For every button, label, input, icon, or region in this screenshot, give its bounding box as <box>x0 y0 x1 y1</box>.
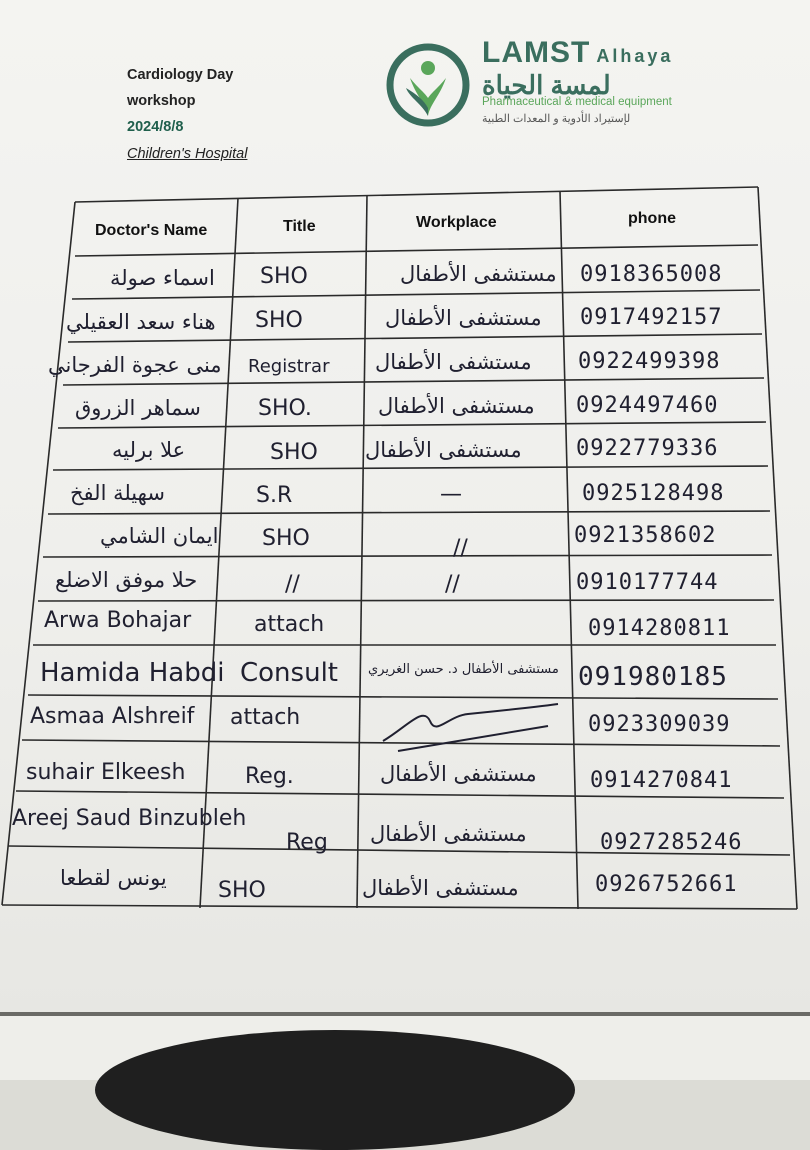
table-row-name: منى عجوة الفرجاني <box>48 353 222 377</box>
table-row-title: Registrar <box>248 356 330 377</box>
table-row-phone: 0910177744 <box>576 570 719 595</box>
table-row-name: Hamida Habdi <box>40 658 225 688</box>
table-row-workplace: مستشفى الأطفال <box>370 822 527 846</box>
table-row-title: Reg. <box>245 764 294 789</box>
table-row-phone: 091980185 <box>578 662 728 692</box>
table-row-name: سهيلة الفخ <box>70 481 165 505</box>
table-row-phone: 0922779336 <box>576 436 719 461</box>
table-row-name: ايمان الشامي <box>100 524 219 548</box>
table-row-workplace: // <box>453 536 468 561</box>
table-row-phone: 0922499398 <box>578 349 721 374</box>
thumb-shadow <box>95 1030 575 1150</box>
table-row-name: Asmaa Alshreif <box>30 704 195 729</box>
table-row-name: اسماء صولة <box>110 266 215 290</box>
table-row-name: سماهر الزروق <box>75 396 201 420</box>
header-phone: phone <box>628 210 676 227</box>
table-row-workplace: مستشفى الأطفال <box>385 306 542 330</box>
table-row-workplace: مستشفى الأطفال <box>365 438 522 462</box>
table-row-phone: 0918365008 <box>580 262 723 287</box>
table-row-phone: 0921358602 <box>574 523 717 548</box>
table-row-workplace: مستشفى الأطفال <box>400 262 557 286</box>
table-row-phone: 0925128498 <box>582 481 725 506</box>
table-row-phone: 0926752661 <box>595 872 738 897</box>
table-row-title: SHO <box>262 526 310 551</box>
table-row-title: attach <box>254 612 325 637</box>
brand-tagline: Pharmaceutical & medical equipment <box>482 96 672 108</box>
table-row-title: attach <box>230 705 301 730</box>
table-row-phone: 0923309039 <box>588 712 731 737</box>
table-row-title: SHO <box>255 308 303 333</box>
table-row-phone: 0917492157 <box>580 305 723 330</box>
table-row-title: S.R <box>256 483 293 508</box>
table-row-name: هناء سعد العقيلي <box>66 310 216 334</box>
event-info <box>127 62 233 140</box>
table-row-title: SHO <box>270 440 318 465</box>
event-venue: Children's Hospital <box>127 146 248 162</box>
table-row-title: Reg <box>286 830 328 855</box>
table-row-phone: 0924497460 <box>576 393 719 418</box>
event-title: Cardiology Day <box>127 67 234 83</box>
brand-name-arabic: لمسة الحياة <box>482 70 611 100</box>
table-row-workplace: — <box>440 482 462 507</box>
table-row-workplace: // <box>445 572 460 597</box>
table-row-name: يونس لقطعا <box>60 866 167 890</box>
table-row-title: // <box>285 572 300 597</box>
table-row-name: علا برليه <box>112 438 186 462</box>
table-row-workplace: مستشفى الأطفال <box>362 876 519 900</box>
table-row-name: حلا موفق الاضلع <box>55 568 198 592</box>
table-row-phone: 0927285246 <box>600 830 743 855</box>
table-row-name: Arwa Bohajar <box>44 608 192 633</box>
brand-tagline-arabic: لإستيراد الأدوية و المعدات الطبية <box>482 113 631 125</box>
event-date: 2024/8/8 <box>127 119 184 135</box>
table-row-name: Areej Saud Binzubleh <box>12 806 247 831</box>
header-title: Title <box>283 218 316 235</box>
table-row-phone: 0914270841 <box>590 768 733 793</box>
event-subtitle: workshop <box>127 93 196 109</box>
header-doctor-name: Doctor's Name <box>95 222 208 239</box>
table-row-workplace: مستشفى الأطفال د. حسن الغريري <box>368 662 559 677</box>
brand-name-secondary: Alhaya <box>596 46 674 66</box>
brand-name-primary: LAMST <box>482 36 591 69</box>
table-row-workplace: مستشفى الأطفال <box>378 394 535 418</box>
table-row-workplace: مستشفى الأطفال <box>375 350 532 374</box>
table-row-title: SHO <box>260 264 308 289</box>
brand-name <box>482 36 673 70</box>
table-row-phone: 0914280811 <box>588 616 731 641</box>
table-row-title: SHO. <box>258 396 312 421</box>
signature-scribble-icon <box>378 696 568 756</box>
table-row-name: suhair Elkeesh <box>26 760 186 785</box>
table-row-title: SHO <box>218 878 266 903</box>
table-row-workplace: مستشفى الأطفال <box>380 762 537 786</box>
table-row-title: Consult <box>240 658 338 688</box>
logo-mark-icon <box>386 38 470 132</box>
header-workplace: Workplace <box>416 214 497 231</box>
